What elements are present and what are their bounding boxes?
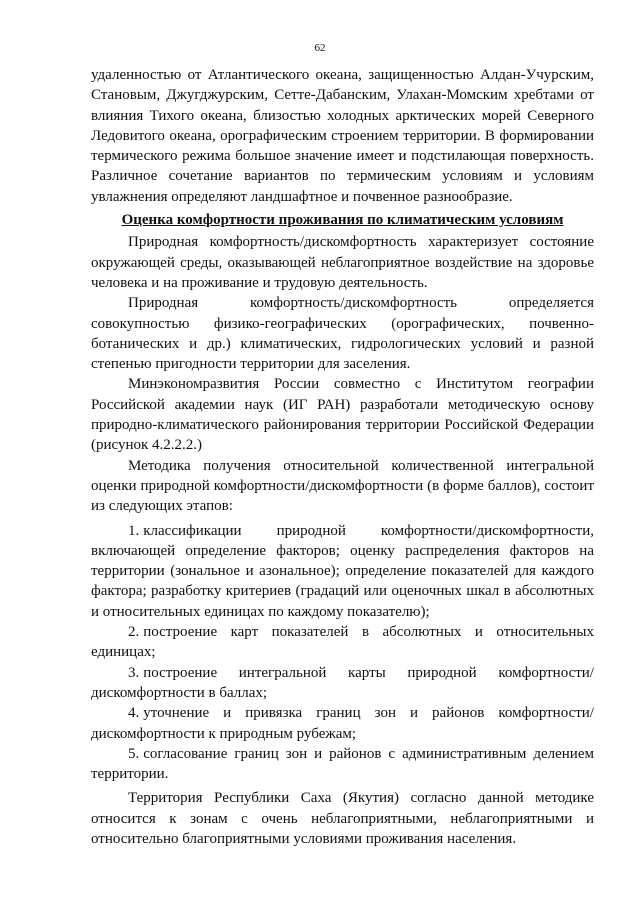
- list-item-text: уточнение и привязка границ зон и районов комфортности/дискомфортности к природным рубежам;: [91, 705, 594, 742]
- paragraph-comfort-definition: Природная комфортность/дискомфортность характеризует состояние окружающей среды, оказывающей неблагоприятное воздействие на здоровье человека и на проживание и трудовую деятельность.: [91, 234, 594, 291]
- list-item-text: построение интегральной карты природной комфортности/дискомфортности в баллах;: [91, 664, 594, 701]
- list-item-number: 4.: [128, 705, 140, 722]
- list-item-number: 2.: [128, 624, 140, 641]
- list-item-number: 3.: [128, 664, 140, 681]
- paragraph-comfort-factors: Природная комфортность/дискомфортность определяется совокупностью физико-географических (орографических, почвенно-ботанических и др.) климатических, гидрологических условий и разной степенью пригодности территории для заселения.: [91, 295, 594, 373]
- paragraph-methodology-basis: Минэкономразвития России совместно с Институтом географии Российской академии наук (ИГ РАН) разработали методическую основу природно-климатического районирования территории Российской Федерации (рисунок 4.2.2.2.): [91, 376, 594, 454]
- paragraph-intro: удаленностью от Атлантического океана, защищенностью Алдан-Учурским, Становым, Джугджурским, Сетте-Дабанским, Улахан-Момским хребтами от влияния Тихого океана, близостью холодных арктических морей Северного Ледовитого океана, орографическим строением территории. В формировании термического режима большое значение имеет и подстилающая поверхность. Различное сочетание вариантов по термическим условиям и условиям увлажнения определяют ландшафтное и почвенное разнообразие.: [91, 67, 594, 205]
- list-item-step-4: [91, 703, 594, 744]
- paragraph-method-stages: Методика получения относительной количественной интегральной оценки природной комфортности/дискомфортности (в форме баллов), состоит из следующих этапов:: [91, 457, 594, 515]
- paragraph-yakutia-conclusion: Территория Республики Саха (Якутия) согласно данной методике относится к зонам с очень неблагоприятными, неблагоприятными и относительно благоприятными условиями проживания населения.: [91, 790, 594, 847]
- list-item-step-1: [91, 521, 594, 622]
- list-item-text: согласование границ зон и районов с административным делением территории.: [91, 745, 594, 783]
- page-body: [91, 65, 594, 849]
- list-item-step-5: [91, 744, 594, 785]
- list-item-number: 5.: [128, 745, 140, 762]
- list-item-number: 1.: [128, 522, 140, 539]
- list-item-text: построение карт показателей в абсолютных и относительных единицах;: [91, 624, 594, 661]
- page-number: 62: [314, 42, 326, 54]
- section-heading: Оценка комфортности проживания по климатическим условиям: [121, 212, 564, 229]
- list-item-text: классификации природной комфортности/дискомфортности, включающей определение факторов; оценку распределения факторов на территории (зональное и азональное); определение показателей для каждого фактора; разработку критериев (градаций или оценочных шкал в абсолютных и относительных единицах по каждому показателю);: [91, 522, 594, 620]
- list-item-step-3: [91, 663, 594, 704]
- list-item-step-2: [91, 622, 594, 663]
